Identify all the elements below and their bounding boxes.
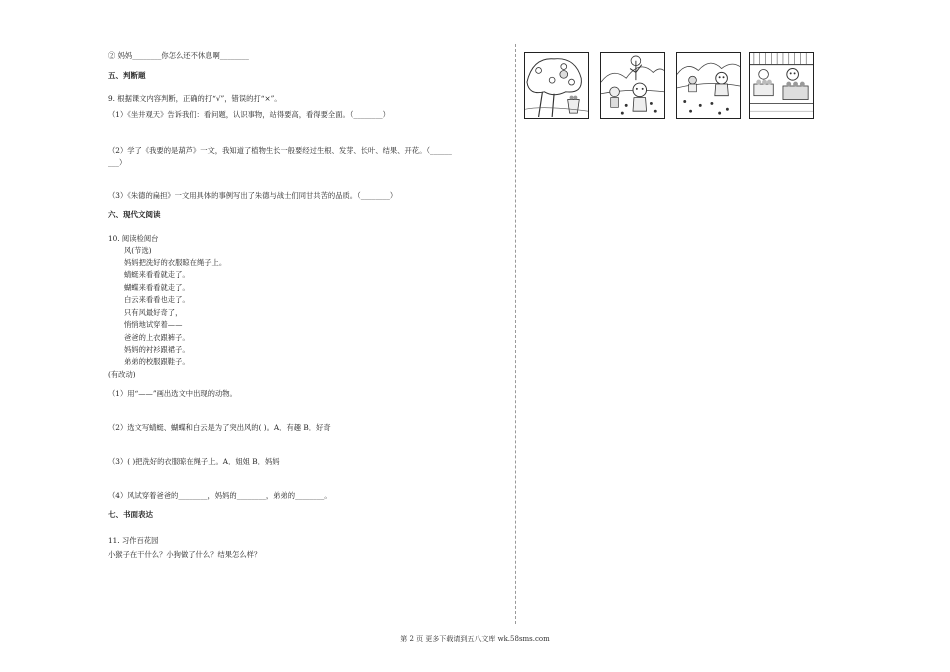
q9-stem: 9. 根据课文内容判断，正确的打“√”，错误的打“×”。 <box>108 94 282 103</box>
poem-line: 妈妈把洗好的衣服晾在绳子上。 <box>124 258 227 267</box>
q9-item1: （1）《坐井观天》告诉我们：看问题，认识事物，站得要高，看得要全面。（________） <box>108 110 390 119</box>
q10-item2: （2）选文写蜻蜓、蝴蝶和白云是为了突出风的( )。A．有趣 B．好奇 <box>108 423 331 432</box>
poem-line: 妈妈的衬衫跟裙子。 <box>124 345 190 354</box>
q10-item1: （1）用“——”画出选文中出现的动物。 <box>108 389 237 398</box>
story-panel-4-illustration <box>749 52 814 119</box>
q9-item2-line1: （2）学了《我要的是葫芦》一文，我知道了植物生长一般要经过生根、发芽、长叶、结果、开花。（______ <box>108 146 452 155</box>
q9-item2-line2: ___） <box>108 158 127 167</box>
story-panel-1-illustration <box>524 52 589 119</box>
poem-line: 只有风最好奇了， <box>124 308 183 317</box>
poem-line: 悄悄地试穿着—— <box>124 320 183 329</box>
story-panel-3-illustration <box>676 52 741 119</box>
q10-stem: 10. 阅读检阅台 <box>108 234 159 243</box>
section6-title: 六、现代文阅读 <box>108 210 161 219</box>
section5-title: 五、判断题 <box>108 71 146 80</box>
column-divider <box>515 44 516 624</box>
q8-item2-text: ② 妈妈________你怎么还不休息啊________ <box>108 51 249 60</box>
q10-item4: （4）风试穿着爸爸的________，妈妈的________，弟弟的________。 <box>108 491 332 500</box>
poem-note: (有改动) <box>108 370 136 379</box>
story-panel-2-illustration <box>600 52 665 119</box>
q9-item3: （3）《朱德的扁担》一文用具体的事例写出了朱德与战士们同甘共苦的品质。（________） <box>108 191 398 200</box>
page-footer: 第 2 页 更多下载请到五八文库 wk.58sms.com <box>400 635 550 643</box>
q10-item3: （3）( )把洗好的衣服晾在绳子上。A．姐姐 B．妈妈 <box>108 457 280 466</box>
q11-stem: 11. 习作百花园 <box>108 536 159 545</box>
q11-prompt: 小猴子在干什么？小狗做了什么？结果怎么样？ <box>108 550 262 559</box>
poem-line: 蝴蝶来看看就走了。 <box>124 283 190 292</box>
poem-line: 弟弟的校服跟鞋子。 <box>124 357 190 366</box>
section7-title: 七、书面表达 <box>108 510 153 519</box>
poem-line: 爸爸的上衣跟裤子。 <box>124 333 190 342</box>
poem-line: 蜻蜓来看看就走了。 <box>124 270 190 279</box>
poem-line: 风(节选) <box>124 246 152 255</box>
poem-line: 白云来看看也走了。 <box>124 295 190 304</box>
